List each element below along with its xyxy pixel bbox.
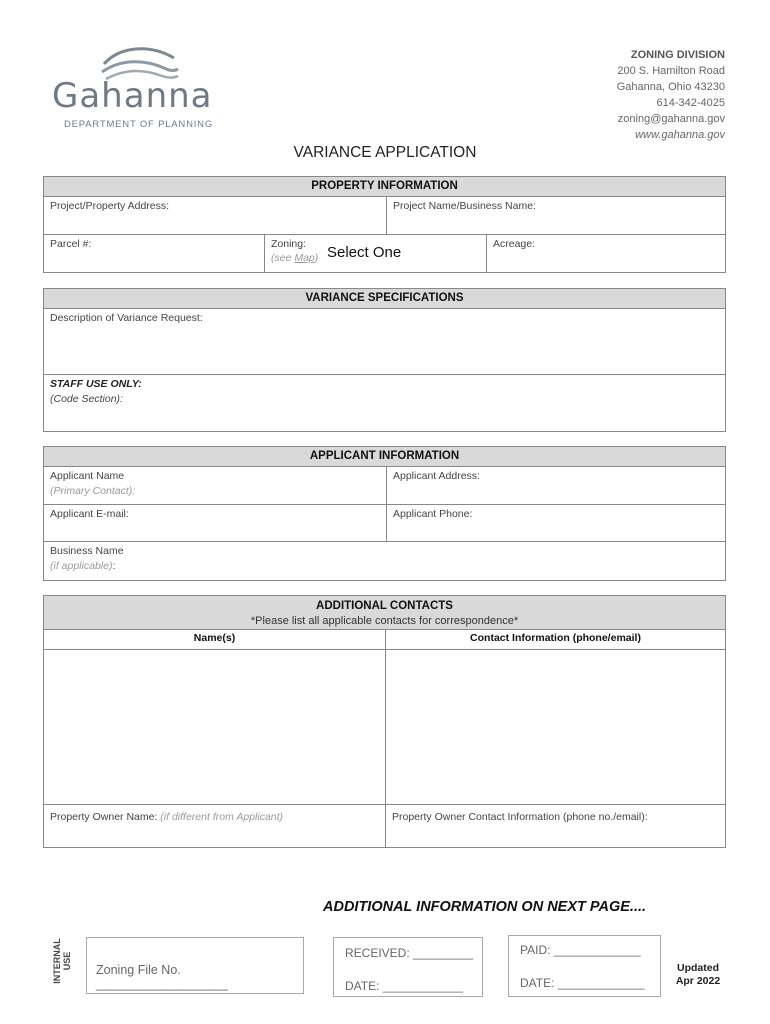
section-header: PROPERTY INFORMATION xyxy=(44,177,725,197)
updated-date: Apr 2022 xyxy=(675,975,721,987)
section-title: ADDITIONAL CONTACTS xyxy=(316,600,453,612)
property-owner-row xyxy=(44,805,725,847)
field-label: Parcel #: xyxy=(50,238,92,250)
business-name-field[interactable] xyxy=(44,542,725,580)
property-owner-name-field[interactable] xyxy=(44,805,385,847)
contacts-note: *Please list all applicable contacts for correspondence* xyxy=(250,615,519,627)
section-header xyxy=(44,596,725,630)
logo-wordmark: Gahanna xyxy=(52,76,213,116)
received-box[interactable] xyxy=(333,937,483,997)
code-section-label: (Code Section): xyxy=(50,393,123,405)
field-sublabel xyxy=(50,560,719,572)
field-label: Applicant Phone: xyxy=(393,508,473,520)
field-sublabel: (if different from Applicant) xyxy=(160,811,284,823)
property-information-section xyxy=(43,176,726,273)
variance-description-row xyxy=(44,309,725,375)
paid-date-label: DATE: _____________ xyxy=(520,976,645,990)
zoning-file-label: Zoning File No. ___________________ xyxy=(96,963,229,991)
applicant-row-1 xyxy=(44,467,725,505)
applicant-information-section xyxy=(43,446,726,581)
zoning-see: (see xyxy=(271,252,295,264)
field-label: Business Name xyxy=(50,545,124,557)
field-label: Acreage: xyxy=(493,238,536,250)
section-header: VARIANCE SPECIFICATIONS xyxy=(44,289,725,309)
field-label: Property Owner Contact Information (phone no./email): xyxy=(392,811,648,823)
paid-label: PAID: _____________ xyxy=(520,943,641,957)
zoning-map-link[interactable]: Map xyxy=(294,252,315,264)
website[interactable]: www.gahanna.gov xyxy=(635,129,725,141)
column-header-names: Name(s) xyxy=(193,632,236,644)
property-owner-contact-field[interactable] xyxy=(385,805,725,847)
updated-label: Updated xyxy=(677,962,719,974)
field-label: Applicant Address: xyxy=(393,470,480,482)
zoning-close: ) xyxy=(314,252,319,264)
paid-box[interactable] xyxy=(508,935,661,997)
field-label: Property Owner Name: xyxy=(50,811,158,823)
additional-contacts-section xyxy=(43,595,726,848)
form-title: VARIANCE APPLICATION xyxy=(293,144,477,161)
contact-info-field[interactable] xyxy=(385,650,725,804)
field-label: Project/Property Address: xyxy=(50,200,170,212)
street-address: 200 S. Hamilton Road xyxy=(617,65,725,77)
field-label: Description of Variance Request: xyxy=(50,312,203,324)
email-address[interactable]: zoning@gahanna.gov xyxy=(617,113,725,125)
contacts-column-headers xyxy=(44,630,725,650)
staff-use-row xyxy=(44,375,725,431)
property-address-field[interactable] xyxy=(44,197,386,234)
staff-use-label: STAFF USE ONLY: xyxy=(50,378,142,390)
business-colon: : xyxy=(112,560,116,572)
applicant-name-field[interactable] xyxy=(44,467,386,504)
applicant-email-field[interactable] xyxy=(44,505,386,541)
property-row-2 xyxy=(44,235,725,272)
applicant-address-field[interactable] xyxy=(386,467,725,504)
variance-description-field[interactable] xyxy=(44,309,725,374)
business-sub: (if applicable) xyxy=(50,560,113,572)
applicant-phone-field[interactable] xyxy=(386,505,725,541)
logo-department: DEPARTMENT OF PLANNING xyxy=(64,119,214,130)
field-label: Zoning: xyxy=(271,238,307,250)
division-name: ZONING DIVISION xyxy=(630,49,725,61)
contacts-entry-row xyxy=(44,650,725,805)
updated-stamp xyxy=(667,962,729,988)
internal-use-tag xyxy=(48,937,78,985)
project-name-field[interactable] xyxy=(386,197,725,234)
city-address: Gahanna, Ohio 43230 xyxy=(616,81,725,93)
field-label: Applicant E-mail: xyxy=(50,508,129,520)
column-header-contact: Contact Information (phone/email) xyxy=(385,630,725,649)
next-page-notice: ADDITIONAL INFORMATION ON NEXT PAGE.... xyxy=(323,899,647,915)
field-label: Project Name/Business Name: xyxy=(393,200,536,212)
received-label: RECEIVED: _________ xyxy=(345,946,474,960)
contact-block xyxy=(617,47,725,143)
property-row-1 xyxy=(44,197,725,235)
parcel-field[interactable] xyxy=(44,235,264,272)
zoning-file-box[interactable] xyxy=(86,937,304,994)
field-label: Applicant Name xyxy=(50,470,125,482)
received-date-label: DATE: ____________ xyxy=(345,979,463,993)
section-header: APPLICANT INFORMATION xyxy=(44,447,725,467)
applicant-row-3 xyxy=(44,542,725,580)
contact-names-field[interactable] xyxy=(44,650,385,804)
applicant-row-2 xyxy=(44,505,725,542)
acreage-field[interactable] xyxy=(486,235,725,272)
zoning-field xyxy=(264,235,486,272)
field-sublabel: (Primary Contact): xyxy=(50,485,136,497)
variance-specifications-section xyxy=(43,288,726,432)
phone-number: 614-342-4025 xyxy=(656,97,725,109)
zoning-select[interactable]: Select One xyxy=(327,244,402,261)
staff-use-field xyxy=(44,375,725,431)
internal-use-label: INTERNAL USE xyxy=(52,938,72,984)
